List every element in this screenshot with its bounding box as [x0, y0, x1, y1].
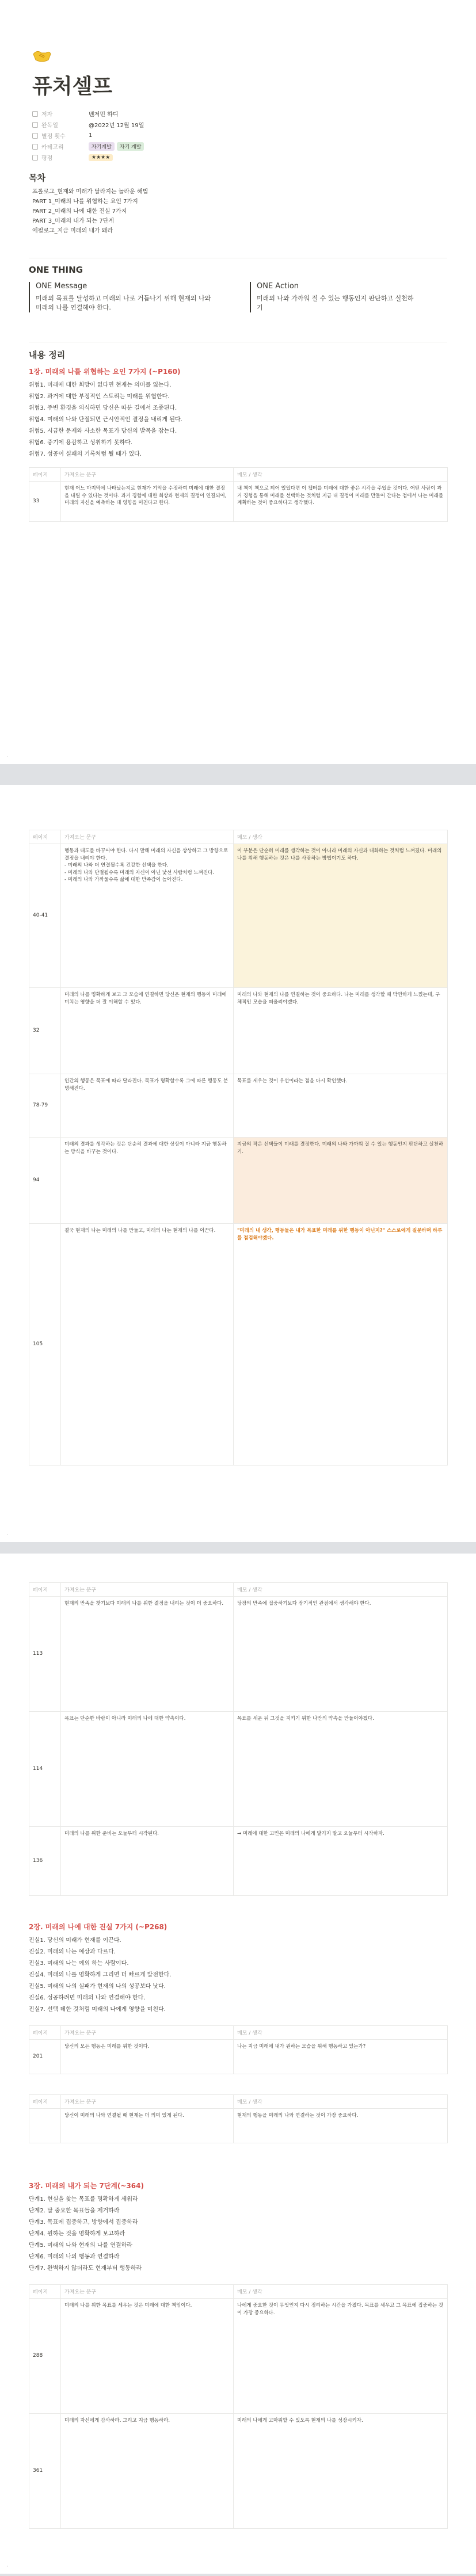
section1-title: 1장. 미래의 나를 위협하는 요인 7가지 (~P160)	[29, 368, 181, 376]
content-section	[29, 349, 447, 460]
page-cell: 113	[29, 1597, 61, 1712]
quote-cell: 미래의 자신에게 감사하라. 그리고 지금 행동하라.	[61, 2414, 234, 2529]
column-header-thought[interactable]: 메모 / 생각	[234, 2285, 448, 2299]
number-icon	[32, 133, 38, 139]
quote-cell: 현재의 만족을 찾기보다 미래의 나를 위한 결정을 내리는 것이 더 중요하다.	[61, 1597, 234, 1712]
quote-cell: 당신이 미래의 나와 연결될 때 현재는 더 의미 있게 된다.	[61, 2109, 234, 2143]
page-cell: 201	[29, 2040, 61, 2074]
property-rating[interactable]: 평점 ★★★★	[32, 152, 435, 163]
thought-cell: 목표를 세운 뒤 그것을 지키기 위한 나만의 약속을 만들어야겠다.	[234, 1712, 448, 1827]
page-cell	[29, 2109, 61, 2143]
list-item: 단계7. 완벽하지 않더라도 현재부터 행동하라	[29, 2265, 142, 2272]
column-header-page[interactable]: 페이지	[29, 1583, 61, 1597]
column-header-quote[interactable]: 가져오는 문구	[61, 1583, 234, 1597]
one-action-body: 미래의 나와 가까워 질 수 있는 행동인지 판단하고 실천하기	[257, 295, 414, 311]
column-header-thought[interactable]: 메모 / 생각	[234, 468, 448, 482]
document-page-1	[0, 0, 476, 764]
list-item: 위협1. 미래에 대한 희망이 없다면 현재는 의미를 잃는다.	[29, 382, 172, 388]
table-row	[29, 1138, 448, 1224]
page-cell: 136	[29, 1827, 61, 1896]
toc-item[interactable]: PART 3_미래의 내가 되는 7단계	[32, 218, 114, 224]
column-header-page[interactable]: 페이지	[29, 2026, 61, 2040]
quote-cell: 미래의 결과를 생각하는 것은 단순히 결과에 대한 상상이 아니라 지금 행동하는 방식을 바꾸는 것이다.	[61, 1138, 234, 1224]
thought-cell: 목표를 세우는 것이 우선이라는 점을 다시 확인했다.	[234, 1074, 448, 1138]
list-item: 진실7. 선택 데한 것처럼 미래의 나에게 영향을 미친다.	[29, 2006, 166, 2013]
table-row	[29, 844, 448, 988]
toc-heading: 목차	[29, 173, 45, 183]
one-thing-heading: ONE THING	[29, 265, 83, 275]
table-row	[29, 2299, 448, 2414]
quote-cell: 결국 현재의 나는 미래의 나를 만들고, 미래의 나는 현재의 나를 이끈다.	[61, 1224, 234, 1466]
toc-item[interactable]: PART 2_미래의 나에 대한 진실 7가지	[32, 208, 127, 215]
property-category[interactable]: 카테고리 자기계발 자기 계발	[32, 141, 435, 152]
table6-wrapper	[29, 2284, 447, 2529]
section2-title: 2장. 미래의 나에 대한 진실 7가지 (~P268)	[29, 1923, 167, 1931]
toc-item[interactable]: 프롤로그_현재와 미래가 달라지는 놀라운 해법	[32, 189, 148, 195]
page-cell: 33	[29, 482, 61, 522]
table-row	[29, 1597, 448, 1712]
table3-wrapper	[29, 1582, 447, 1896]
thought-cell: 현재의 행동을 미래의 나와 연결하는 것이 가장 중요하다.	[234, 2109, 448, 2143]
page-footer: ·	[7, 1532, 9, 1537]
quote-cell: 행동과 태도를 바꾸어야 한다. 다시 말해 미래의 자신을 상상하고 그 방향으로 결정을 내려야 한다. - 미래의 나와 더 연결될수록 건강한 선택을 한다. - 미래의 나와 단절될수록 미래의 자신이 아닌 낯선 사람처럼 느껴진다. - 미래의 나와 가까울수록 삶에 대한 만족감이 높아진다.	[61, 844, 234, 988]
thought-cell: 내 책이 책으로 되어 있었다면 이 챕터를 미래에 대한 좋은 시각을 주었을 것이다. 어떤 사람이 과거 경험을 통해 미래를 선택하는 것처럼 지금 내 결정이 미래를 만들어 간다는 점에서 나는 미래를 계획하는 것이 중요하다고 생각했다.	[234, 482, 448, 522]
list-item: 단계4. 원하는 것을 명확하게 보고하라	[29, 2231, 125, 2237]
property-date[interactable]: 완독일 @2022년 12월 19일	[32, 119, 435, 130]
list-item: 단계5. 미래의 나와 현재의 나를 연결하라	[29, 2242, 132, 2249]
column-header-quote[interactable]: 가져오는 문구	[61, 830, 234, 844]
table-row	[29, 1074, 448, 1138]
page-cell: 32	[29, 988, 61, 1074]
thought-cell: "미래의 내 생각, 행동들은 내가 목표한 미래를 위한 행동이 아닌지?" 스스로에게 질문하며 하루를 점검해야겠다.	[234, 1224, 448, 1466]
quote-table	[29, 467, 448, 522]
quote-cell: 현재 어느 마지막에 나타났는지로 현재가 기억을 수정하여 미래에 대한 결정을 내릴 수 있다는 것이다. 과거 경험에 대한 회상과 현재의 결정이 연결되어, 미래의 자신을 예측하는 데 영향을 미친다고 한다.	[61, 482, 234, 522]
one-action-callout	[250, 282, 422, 312]
table1-wrapper	[29, 467, 447, 522]
list-item: 진실5. 미래의 나의 실패가 현재의 나의 성공보다 낫다.	[29, 1983, 166, 1990]
one-message-body: 미래의 목표를 달성하고 미래의 나로 거듭나기 위해 현재의 나와 미래의 나를 연결해야 한다.	[36, 295, 211, 311]
one-message-callout	[29, 282, 224, 312]
table5-wrapper	[29, 2094, 447, 2143]
category-tag[interactable]: 자기 계발	[117, 142, 144, 151]
table4-wrapper	[29, 2025, 447, 2074]
list-item: 위협6. 중기에 용감하고 성취하기 못하다.	[29, 440, 132, 446]
list-item: 위협2. 과거에 대한 부정적인 스토리는 미래를 위협한다.	[29, 394, 170, 400]
quote-cell: 미래의 나를 위한 목표를 세우는 것은 미래에 대한 책임이다.	[61, 2299, 234, 2414]
column-header-quote[interactable]: 가져오는 문구	[61, 2026, 234, 2040]
page-title: 퓨처셀프	[32, 75, 113, 98]
list-item: 진실1. 당신의 미래가 현재를 이끈다.	[29, 1937, 121, 1944]
table2-wrapper	[29, 830, 447, 1466]
list-item: 진실6. 성공하려면 미래의 나와 연결해야 한다.	[29, 1995, 146, 2001]
page-cell: 40-41	[29, 844, 61, 988]
list-item: 단계3. 목표에 집중하고, 방향에서 집중하라	[29, 2219, 138, 2226]
thought-cell: 당장의 만족에 집중하기보다 장기적인 관점에서 생각해야 한다.	[234, 1597, 448, 1712]
table-row	[29, 2040, 448, 2074]
quote-cell: 인간의 행동은 목표에 따라 달라진다. 목표가 명확할수록 그에 따른 행동도 분명해진다.	[61, 1074, 234, 1138]
properties-list	[32, 108, 435, 163]
list-item: 단계1. 현실을 찾는 목표를 명확하게 세워라	[29, 2196, 138, 2203]
tag-icon	[32, 144, 38, 150]
page-cell: 94	[29, 1138, 61, 1224]
page-footer: ·	[7, 754, 9, 760]
column-header-page[interactable]: 페이지	[29, 2095, 61, 2109]
thought-cell: 나에게 중요한 것이 무엇인지 다시 정리하는 시간을 가졌다. 목표를 세우고 그 목표에 집중하는 것이 가장 중요하다.	[234, 2299, 448, 2414]
calendar-icon	[32, 122, 38, 128]
toc-section	[29, 171, 447, 236]
table-row	[29, 988, 448, 1074]
one-action-title: ONE Action	[257, 282, 299, 291]
section2	[29, 1922, 447, 2016]
table-row	[29, 1827, 448, 1896]
list-item: 진실2. 미래의 나는 예상과 다르다.	[29, 1949, 116, 1955]
thought-cell: 미래의 나에게 고마워할 수 있도록 현재의 나를 성장시키자.	[234, 2414, 448, 2529]
column-header-page[interactable]: 페이지	[29, 2285, 61, 2299]
thought-cell: → 미래에 대한 고민은 미래의 나에게 맡기지 말고 오늘부터 시작하자.	[234, 1827, 448, 1896]
quote-cell: 미래의 나를 위한 준비는 오늘부터 시작된다.	[61, 1827, 234, 1896]
column-header-thought[interactable]: 메모 / 생각	[234, 2026, 448, 2040]
column-header-quote[interactable]: 가져오는 문구	[61, 468, 234, 482]
list-item: 단계6. 미래의 나의 행동과 연결하라	[29, 2254, 120, 2260]
list-item: 위협5. 시급한 문제와 사소한 목표가 당신의 발목을 잡는다.	[29, 428, 177, 434]
table-row	[29, 1224, 448, 1466]
toc-item[interactable]: 에필로그_지금 미래의 내가 돼라	[32, 228, 113, 234]
handshake-icon	[32, 48, 52, 62]
column-header-quote[interactable]: 가져오는 문구	[61, 2095, 234, 2109]
quote-table	[29, 2025, 448, 2074]
quote-cell: 목표는 단순한 바람이 아니라 미래의 나에 대한 약속이다.	[61, 1712, 234, 1827]
list-item: 단계2. 달 중요한 목표들을 제거하라	[29, 2208, 120, 2214]
rating-tag[interactable]: ★★★★	[89, 154, 113, 161]
page-cell: 78-79	[29, 1074, 61, 1138]
list-item: 위협3. 주변 환경을 의식하면 당신은 따분 길에서 조종된다.	[29, 405, 177, 411]
thought-cell: 지금의 작은 선택들이 미래를 결정한다. 미래의 나와 가까워 질 수 있는 행동인지 판단하고 실천하기.	[234, 1138, 448, 1224]
document-page-2	[0, 785, 476, 1542]
section3-title: 3장. 미래의 내가 되는 7단계(~364)	[29, 2182, 144, 2190]
thought-cell: 이 부분은 단순히 미래를 생각하는 것이 아니라 미래의 자신과 대화하는 것처럼 느껴졌다. 미래의 나를 위해 행동하는 것은 나를 사랑하는 방법이기도 하다.	[234, 844, 448, 988]
table-row	[29, 1712, 448, 1827]
quote-cell: 미래의 나를 명확하게 보고 그 모습에 연결하면 당신은 현재의 행동이 미래에 미치는 영향을 더 잘 이해할 수 있다.	[61, 988, 234, 1074]
page-cell: 288	[29, 2299, 61, 2414]
column-header-thought[interactable]: 메모 / 생각	[234, 2095, 448, 2109]
column-header-page[interactable]: 페이지	[29, 468, 61, 482]
toc-item[interactable]: PART 1_미래의 나를 위협하는 요인 7가지	[32, 199, 138, 205]
content-heading: 내용 정리	[29, 350, 66, 360]
column-header-page[interactable]: 페이지	[29, 830, 61, 844]
one-thing-section	[29, 265, 447, 275]
section3	[29, 2181, 447, 2274]
page-cell: 114	[29, 1712, 61, 1827]
document-page-3	[0, 1554, 476, 2574]
quote-table	[29, 2284, 448, 2529]
column-header-quote[interactable]: 가져오는 문구	[61, 2285, 234, 2299]
quote-cell: 당신의 모든 행동은 미래를 위한 것이다.	[61, 2040, 234, 2074]
property-count[interactable]: 별점 횟수 1	[32, 130, 435, 141]
list-item: 위협7. 성공이 실패의 기록처럼 될 때가 있다.	[29, 451, 142, 457]
category-tag[interactable]: 자기계발	[89, 142, 115, 151]
page-footer: ·	[7, 2564, 9, 2569]
property-author[interactable]: 저자 벤저민 하디	[32, 108, 435, 119]
column-header-thought[interactable]: 메모 / 생각	[234, 830, 448, 844]
page-cell: 105	[29, 1224, 61, 1466]
thought-cell: 미래의 나와 현재의 나를 연결하는 것이 중요하다. 나는 미래를 생각할 때 막연하게 느꼈는데, 구체적인 모습을 떠올려야겠다.	[234, 988, 448, 1074]
quote-table	[29, 2094, 448, 2143]
list-item: 진실4. 미래의 나를 명확하게 그리면 더 빠르게 발전한다.	[29, 1972, 172, 1978]
thought-cell: 나는 지금 미래에 내가 원하는 모습을 위해 행동하고 있는가?	[234, 2040, 448, 2074]
table-row	[29, 482, 448, 522]
list-item: 위협4. 미래의 나와 단절되면 근시안적인 결정을 내리게 된다.	[29, 417, 182, 423]
list-item: 진실3. 미래의 나는 예외 하는 사람이다.	[29, 1960, 129, 1967]
quote-table	[29, 1582, 448, 1896]
table-row	[29, 2109, 448, 2143]
column-header-thought[interactable]: 메모 / 생각	[234, 1583, 448, 1597]
text-property-icon	[32, 111, 38, 117]
quote-table	[29, 830, 448, 1466]
one-message-title: ONE Message	[36, 282, 87, 291]
select-icon	[32, 155, 38, 161]
table-row	[29, 2414, 448, 2529]
page-cell: 361	[29, 2414, 61, 2529]
